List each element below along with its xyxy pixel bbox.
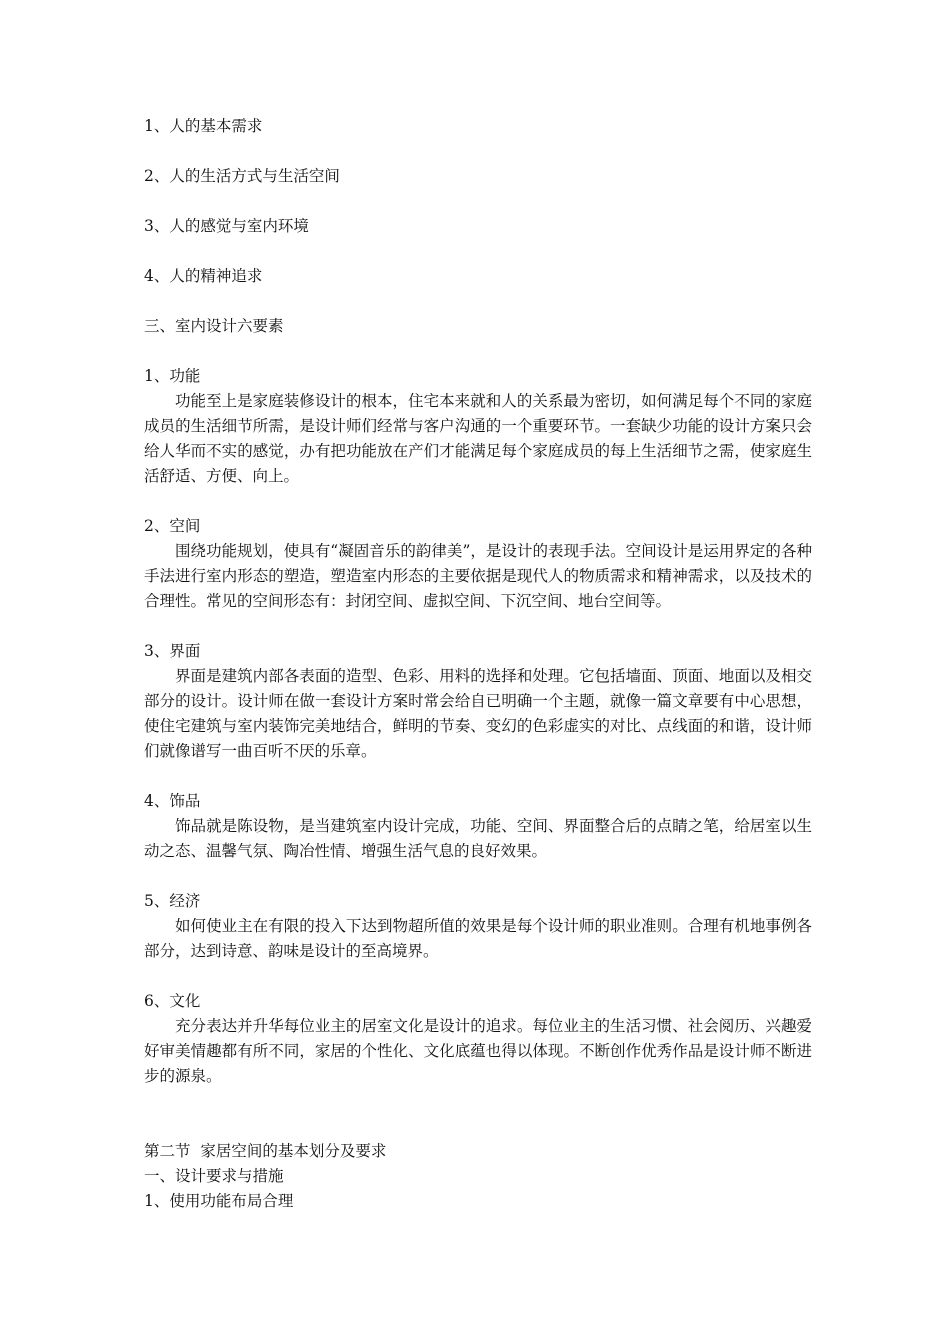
element-body: 饰品就是陈设物，是当建筑室内设计完成，功能、空间、界面整合后的点睛之笔，给居室以生动之态、温馨气氛、陶冶性情、增强生活气息的良好效果。	[144, 817, 812, 860]
element-function	[144, 364, 812, 489]
section-three-title: 三、室内设计六要素	[144, 317, 284, 335]
element-body: 界面是建筑内部各表面的造型、色彩、用料的选择和处理。它包括墙面、顶面、地面以及相交部分的设计。设计师在做一套设计方案时常会给自已明确一个主题，就像一篇文章要有中心思想，使住宅建筑与室内装饰完美地结合，鲜明的节奏、变幻的色彩虚实的对比、点线面的和谐，设计师们就像谱写一曲百听不厌的乐章。	[144, 667, 812, 760]
need-item-1: 1、人的基本需求	[144, 117, 263, 135]
section-two-item: 1、使用功能布局合理	[144, 1192, 294, 1210]
element-body: 如何使业主在有限的投入下达到物超所值的效果是每个设计师的职业准则。合理有机地事例各部分，达到诗意、韵味是设计的至高境界。	[144, 917, 812, 960]
element-decoration	[144, 789, 812, 864]
element-heading: 5、经济	[144, 892, 201, 910]
element-heading: 4、饰品	[144, 792, 201, 810]
section-two-title: 第二节 家居空间的基本划分及要求	[144, 1142, 387, 1160]
element-body: 充分表达并升华每位业主的居室文化是设计的追求。每位业主的生活习惯、社会阅历、兴趣爱好审美情趣都有所不同，家居的个性化、文化底蕴也得以体现。不断创作优秀作品是设计师不断进步的源泉。	[144, 1017, 812, 1085]
element-economy	[144, 889, 812, 964]
element-body: 围绕功能规划，使具有“凝固音乐的韵律美”，是设计的表现手法。空间设计是运用界定的各种手法进行室内形态的塑造，塑造室内形态的主要依据是现代人的物质需求和精神需求，以及技术的合理性。常见的空间形态有：封闭空间、虚拟空间、下沉空间、地台空间等。	[144, 542, 812, 610]
element-heading: 2、空间	[144, 517, 201, 535]
element-body: 功能至上是家庭装修设计的根本，住宅本来就和人的关系最为密切，如何满足每个不同的家庭成员的生活细节所需，是设计师们经常与客户沟通的一个重要环节。一套缺少功能的设计方案只会给人华而不实的感觉，办有把功能放在产们才能满足每个家庭成员的每上生活细节之需，使家庭生活舒适、方便、向上。	[144, 392, 812, 485]
need-item-2: 2、人的生活方式与生活空间	[144, 167, 340, 185]
document-page	[144, 114, 812, 1214]
element-heading: 3、界面	[144, 642, 201, 660]
element-space	[144, 514, 812, 614]
need-item-3: 3、人的感觉与室内环境	[144, 217, 309, 235]
element-heading: 1、功能	[144, 367, 201, 385]
section-two-subtitle: 一、设计要求与措施	[144, 1167, 284, 1185]
need-item-4: 4、人的精神追求	[144, 267, 263, 285]
element-culture	[144, 989, 812, 1089]
element-heading: 6、文化	[144, 992, 201, 1010]
element-interface	[144, 639, 812, 764]
